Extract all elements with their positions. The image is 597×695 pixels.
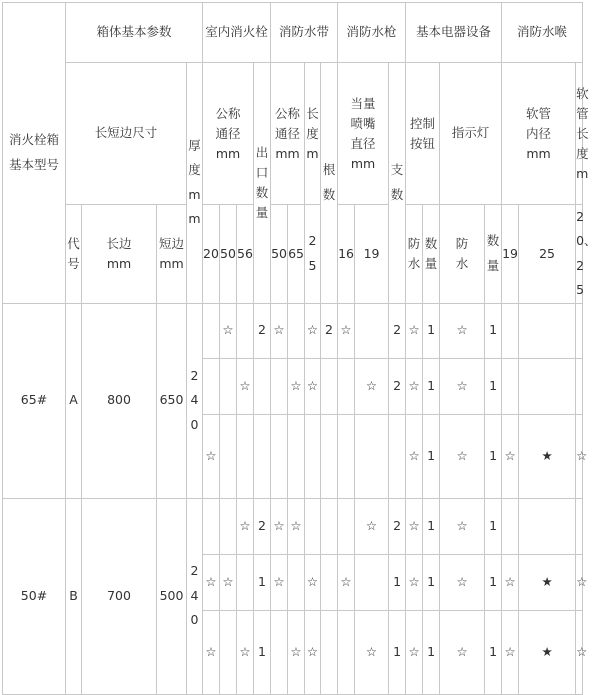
model-header: 消火栓箱 基本型号 [3,3,66,304]
data-cell [288,554,305,610]
data-cell: 1 [389,610,406,694]
hose-header: 消防水带 [271,3,338,63]
indicator-light-header: 指示灯 [440,63,502,205]
data-cell [237,414,254,498]
control-button-header: 控制 按钮 [406,63,440,205]
data-cell: 2 [254,303,271,358]
data-cell: ☆ [271,554,288,610]
data-cell [271,358,288,414]
data-cell: 1 [254,554,271,610]
nozzle-dia-16: 16 [338,205,355,304]
short-side-cell: 500 [157,498,187,694]
data-cell [519,358,576,414]
data-cell [355,414,389,498]
data-cell: ☆ [203,414,220,498]
data-cell: ☆ [440,610,485,694]
data-cell: ☆ [406,303,423,358]
data-cell: ☆ [237,498,254,554]
data-cell [254,414,271,498]
data-cell [305,498,321,554]
electrical-header: 基本电器设备 [406,3,502,63]
thickness-cell: 240 [187,498,203,694]
data-cell [220,358,237,414]
data-cell: ☆ [440,554,485,610]
data-cell [220,498,237,554]
reel-length-header: 软管长度 m [576,63,583,205]
data-cell: ☆ [440,414,485,498]
data-cell: 2 [389,303,406,358]
nozzle-count-header: 支数 [389,63,406,304]
data-cell [305,414,321,498]
data-cell: 1 [423,554,440,610]
nozzle-header: 消防水枪 [338,3,406,63]
data-cell: 1 [389,554,406,610]
data-cell: ☆ [440,498,485,554]
data-cell: 1 [485,498,502,554]
light-waterproof-header: 防 水 [440,205,485,304]
data-cell: ☆ [355,498,389,554]
data-cell: 1 [485,303,502,358]
data-cell [254,358,271,414]
data-cell [288,303,305,358]
data-cell: ☆ [220,554,237,610]
long-side-header: 长边 mm [82,205,157,304]
model-cell: 50# [3,498,66,694]
model-cell: 65# [3,303,66,498]
data-cell [338,498,355,554]
data-cell: ☆ [576,554,583,610]
hose-count-header: 根 数 [321,63,338,304]
data-cell: 2 [389,498,406,554]
data-cell: ☆ [220,303,237,358]
data-cell [321,414,338,498]
reel-length-values: 20、25 [576,205,583,304]
data-cell: ☆ [288,358,305,414]
indoor-hydrant-header: 室内消火栓 [203,3,271,63]
data-cell: ☆ [355,358,389,414]
data-cell [271,414,288,498]
data-cell: ☆ [305,610,321,694]
reel-dia-19: 19 [502,205,519,304]
data-cell [321,498,338,554]
data-cell: ☆ [355,610,389,694]
data-cell: 1 [423,498,440,554]
data-cell: ★ [519,414,576,498]
data-cell: ★ [519,610,576,694]
data-cell: 2 [321,303,338,358]
data-cell: 1 [485,414,502,498]
long-side-cell: 800 [82,303,157,498]
data-cell [288,414,305,498]
hydrant-dia-20: 20 [203,205,220,304]
data-cell: ☆ [288,610,305,694]
data-cell [576,358,583,414]
short-side-cell: 650 [157,303,187,498]
data-cell: ☆ [237,610,254,694]
thickness-header: 厚度 mm [187,63,203,304]
data-cell: ☆ [338,554,355,610]
data-cell: 1 [423,414,440,498]
data-cell: ☆ [203,554,220,610]
data-cell [338,610,355,694]
data-cell: ☆ [338,303,355,358]
data-cell: 1 [423,610,440,694]
data-cell [519,303,576,358]
hose-nominal-dia-header: 公称 通径 mm [271,63,305,205]
code-cell: A [66,303,82,498]
box-params-header: 箱体基本参数 [66,3,203,63]
reel-dia-25: 25 [519,205,576,304]
data-cell: ☆ [406,358,423,414]
data-cell: ☆ [440,303,485,358]
data-cell [355,303,389,358]
data-cell: 2 [389,358,406,414]
data-cell [220,610,237,694]
data-cell: 1 [485,554,502,610]
data-cell [321,554,338,610]
data-cell: ☆ [502,610,519,694]
data-cell: 1 [254,610,271,694]
data-cell: ☆ [237,358,254,414]
data-cell: ☆ [502,414,519,498]
code-header: 代 号 [66,205,82,304]
equiv-nozzle-dia-header: 当量 喷嘴 直径 mm [338,63,389,205]
outlet-count-header: 出 口 数 量 [254,63,271,304]
data-cell [355,554,389,610]
data-cell [576,498,583,554]
data-cell: 1 [485,358,502,414]
data-cell: ☆ [271,303,288,358]
data-cell: 2 [254,498,271,554]
data-cell [271,610,288,694]
data-cell [338,358,355,414]
data-cell [519,498,576,554]
data-cell: 1 [485,610,502,694]
data-cell [203,303,220,358]
data-cell: 1 [423,358,440,414]
data-cell: ☆ [271,498,288,554]
light-qty-header: 数量 [485,205,502,304]
data-cell: ☆ [440,358,485,414]
data-cell [237,303,254,358]
hose-length-25: 25 [305,205,321,304]
button-waterproof-header: 防 水 [406,205,423,304]
data-cell: ☆ [305,303,321,358]
data-cell [502,358,519,414]
nozzle-dia-19: 19 [355,205,389,304]
hydrant-dia-56: 56 [237,205,254,304]
data-cell [502,498,519,554]
data-cell [321,610,338,694]
hose-dia-50: 50 [271,205,288,304]
hose-length-header: 长 度 m [305,63,321,205]
data-cell [203,498,220,554]
data-cell: 1 [423,303,440,358]
data-cell: ☆ [288,498,305,554]
data-cell [502,303,519,358]
data-cell: ☆ [305,358,321,414]
hydrant-nominal-dia-header: 公称 通径 mm [203,63,254,205]
data-cell: ☆ [305,554,321,610]
data-cell [389,414,406,498]
button-qty-header: 数 量 [423,205,440,304]
fire-hydrant-box-spec-table [2,2,597,695]
long-side-cell: 700 [82,498,157,694]
code-cell: B [66,498,82,694]
data-cell: ☆ [406,554,423,610]
reel-inner-dia-header: 软管 内径 mm [502,63,576,205]
data-cell [203,358,220,414]
size-lw-header: 长短边尺寸 [66,63,187,205]
data-cell [220,414,237,498]
hose-reel-header: 消防水喉 [502,3,583,63]
hydrant-dia-50: 50 [220,205,237,304]
data-cell: ☆ [576,414,583,498]
data-cell [237,554,254,610]
hose-dia-65: 65 [288,205,305,304]
data-cell: ★ [519,554,576,610]
data-cell: ☆ [502,554,519,610]
data-cell: ☆ [203,610,220,694]
data-cell: ☆ [576,610,583,694]
thickness-cell: 240 [187,303,203,498]
data-cell: ☆ [406,498,423,554]
data-cell [338,414,355,498]
data-cell [321,358,338,414]
data-cell: ☆ [406,414,423,498]
data-cell [576,303,583,358]
short-side-header: 短边 mm [157,205,187,304]
data-cell: ☆ [406,610,423,694]
